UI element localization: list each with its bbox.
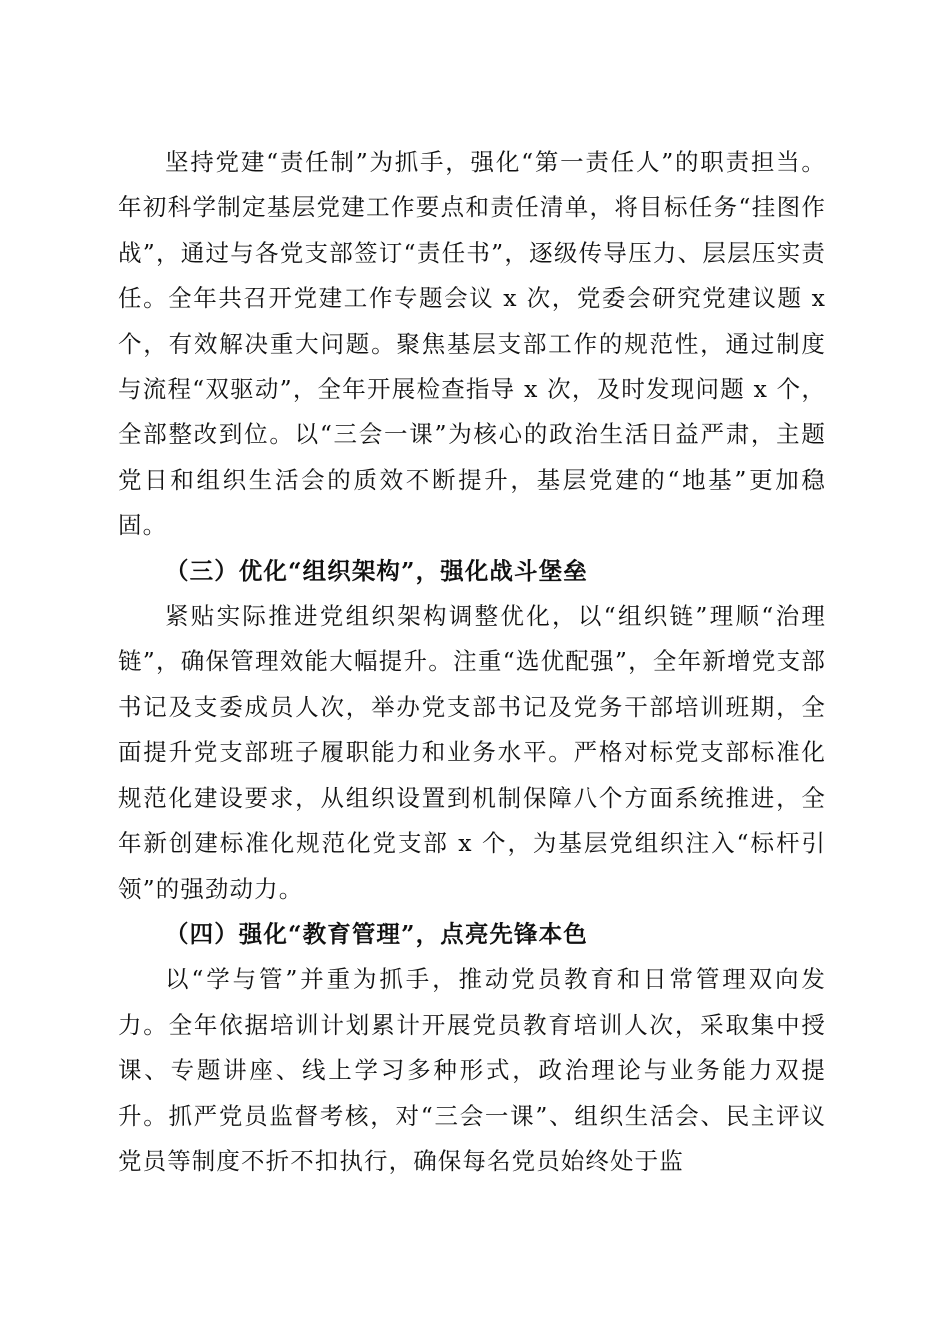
section-heading-4: （四）强化“教育管理”，点亮先锋本色: [165, 919, 588, 948]
paragraph-organization-structure: 紧贴实际推进党组织架构调整优化，以“组织链”理顺“治理链”，确保管理效能大幅提升。注重“选优配强”，全年新增党支部书记及支委成员人次，举办党支部书记及党务干部培训班期，全面提升党支部班子履职能力和业务水平。严格对标党支部标准化规范化建设要求，从组织设置到机制保障八个方面系统推进，全年新创建标准化规范化党支部 x 个，为基层党组织注入“标杆引领”的强劲动力。: [118, 602, 826, 903]
section-heading-3: （三）优化“组织架构”，强化战斗堡垒: [165, 556, 588, 585]
document-body: [118, 140, 826, 1184]
paragraph-education-management: 以“学与管”并重为抓手，推动党员教育和日常管理双向发力。全年依据培训计划累计开展党员教育培训人次，采取集中授课、专题讲座、线上学习多种形式，政治理论与业务能力双提升。抓严党员监督考核，对“三会一课”、组织生活会、民主评议党员等制度不折不扣执行，确保每名党员始终处于监: [118, 965, 826, 1175]
paragraph-responsibility-system: 坚持党建“责任制”为抓手，强化“第一责任人”的职责担当。年初科学制定基层党建工作要点和责任清单，将目标任务“挂图作战”，通过与各党支部签订“责任书”，逐级传导压力、层层压实责任。全年共召开党建工作专题会议 x 次，党委会研究党建议题 x 个，有效解决重大问题。聚焦基层支部工作的规范性，通过制度与流程“双驱动”，全年开展检查指导 x 次，及时发现问题 x 个，全部整改到位。以“三会一课”为核心的政治生活日益严肃，主题党日和组织生活会的质效不断提升，基层党建的“地基”更加稳固。: [118, 148, 826, 540]
